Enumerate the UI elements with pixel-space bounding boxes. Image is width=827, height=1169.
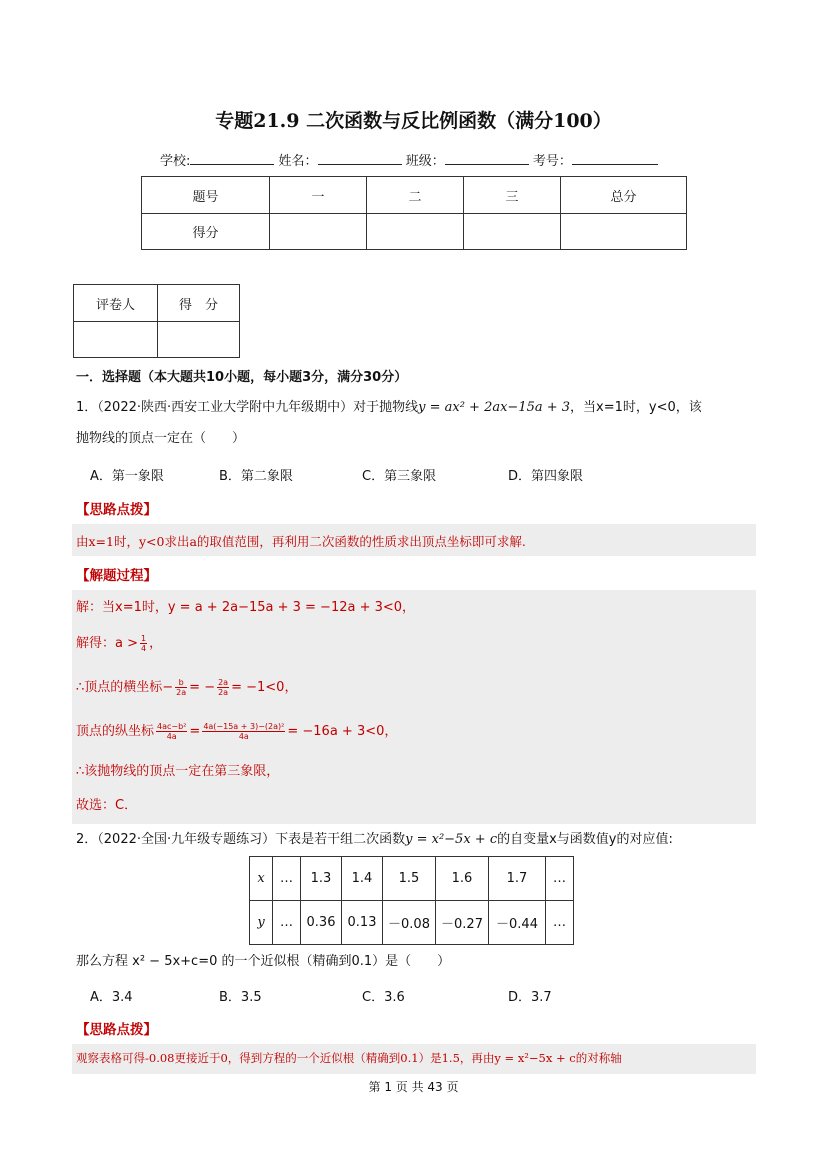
q1-option-b[interactable]: B．第二象限 xyxy=(219,469,293,484)
q2-table-cell: －0.44 xyxy=(489,901,546,945)
q1-option-c[interactable]: C．第三象限 xyxy=(362,469,437,484)
q2-option-d[interactable]: D．3.7 xyxy=(508,990,552,1005)
class-blank[interactable] xyxy=(445,152,529,165)
q2-option-a[interactable]: A．3.4 xyxy=(90,990,133,1005)
frac-num: 1 xyxy=(141,634,147,643)
q1-sol-line3 xyxy=(76,678,297,698)
q2-stem-line1 xyxy=(76,830,673,850)
q2-table-cell: … xyxy=(546,901,574,945)
q1-sol4-mid: = xyxy=(189,724,201,739)
q2-table-cell: x xyxy=(250,857,273,901)
q1-sol3-mid: = − xyxy=(189,680,216,695)
q2-table-cell: 1.5 xyxy=(383,857,436,901)
frac-den: 2a xyxy=(218,688,229,697)
grader-cell[interactable] xyxy=(74,322,158,358)
q1-sol-line2 xyxy=(76,634,162,654)
frac-num: 4a(−15a + 3)−(2a)² xyxy=(203,722,285,731)
q2-option-b[interactable]: B．3.5 xyxy=(219,990,262,1005)
name-blank[interactable] xyxy=(318,152,402,165)
school-label: 学校: xyxy=(160,154,191,169)
q2-stem-line2: 那么方程 x² − 5x+c=0 的一个近似根（精确到0.1）是（ ） xyxy=(76,954,451,969)
score-cell[interactable] xyxy=(561,214,687,250)
score-header-cell: 题号 xyxy=(142,177,270,214)
q1-equation: y = ax² + 2ax−15a + 3 xyxy=(418,400,571,415)
q2-table-cell: … xyxy=(546,857,574,901)
frac-num: 4ac−b² xyxy=(157,722,187,731)
score-cell[interactable] xyxy=(367,214,464,250)
q2-table-cell: … xyxy=(273,857,301,901)
number-blank[interactable] xyxy=(572,152,658,165)
frac-den: 4a xyxy=(166,732,177,741)
grader-score-label: 得 分 xyxy=(158,285,240,322)
frac-num: 2a xyxy=(218,678,229,687)
frac-num: b xyxy=(175,678,187,688)
q2-table-cell: －0.27 xyxy=(436,901,489,945)
q1-prefix: 1．（2022·陕西·西安工业大学附中九年级期中）对于抛物线 xyxy=(76,400,419,415)
section-heading: 一．选择题（本大题共10小题，每小题3分，满分30分） xyxy=(76,370,408,385)
q1-hint-tag: 【思路点拨】 xyxy=(76,502,157,518)
q1-sol-line6: 故选：C． xyxy=(76,798,138,813)
score-table xyxy=(141,176,687,250)
q2-table-cell: 0.36 xyxy=(301,901,342,945)
score-row-label: 得分 xyxy=(142,214,270,250)
q1-hint-text: 由x=1时，y<0求出a的取值范围，再利用二次函数的性质求出顶点坐标即可求解. xyxy=(76,534,526,549)
q1-stem-line1 xyxy=(76,398,702,418)
q2-value-table xyxy=(249,856,574,945)
q1-stem-line2: 抛物线的顶点一定在（ ） xyxy=(76,431,246,446)
q2-option-c[interactable]: C．3.6 xyxy=(362,990,405,1005)
q1-option-a[interactable]: A．第一象限 xyxy=(90,469,164,484)
q1-sol-line4 xyxy=(76,722,397,742)
score-header-cell: 二 xyxy=(367,177,464,214)
name-label: 姓名： xyxy=(278,154,318,169)
page-title: 专题21.9 二次函数与反比例函数（满分100） xyxy=(215,110,612,132)
school-blank[interactable] xyxy=(190,152,274,165)
q2-hint-tag: 【思路点拨】 xyxy=(76,1022,157,1038)
q2-hint-box xyxy=(72,1044,756,1074)
page-footer: 第 1 页 共 43 页 xyxy=(368,1080,459,1094)
score-cell[interactable] xyxy=(270,214,367,250)
q1-sol-line5: ∴该抛物线的顶点一定在第三象限， xyxy=(76,764,280,779)
q1-option-d[interactable]: D．第四象限 xyxy=(508,469,584,484)
q1-suffix: ，当x=1时，y<0，该 xyxy=(570,400,702,415)
q2-prefix: 2．（2022·全国·九年级专题练习）下表是若干组二次函数 xyxy=(76,832,406,847)
q2-table-cell: 0.13 xyxy=(342,901,383,945)
q2-hint-text: 观察表格可得-0.08更接近于0，得到方程的一个近似根（精确到0.1）是1.5，再由y = x²−5x + c的对称轴 xyxy=(76,1051,622,1065)
q1-sol4-fraction2 xyxy=(202,722,285,741)
score-header-cell: 三 xyxy=(464,177,561,214)
q1-solution-box xyxy=(72,590,756,824)
q2-table-cell: 1.7 xyxy=(489,857,546,901)
q1-sol3-prefix: ∴顶点的横坐标− xyxy=(76,680,174,695)
q1-options xyxy=(0,465,827,485)
q2-table-cell: －0.08 xyxy=(383,901,436,945)
q1-sol-line1: 解：当x=1时，y = a + 2a−15a + 3 = −12a + 3<0， xyxy=(76,600,416,615)
q1-sol3-fraction2 xyxy=(217,678,229,697)
q2-suffix: 的自变量x与函数值y的对应值: xyxy=(497,832,673,847)
frac-den: 2a xyxy=(176,688,187,697)
score-cell[interactable] xyxy=(464,214,561,250)
score-header-cell: 总分 xyxy=(561,177,687,214)
q1-sol3-fraction1 xyxy=(175,678,187,697)
q1-sol4-suffix: = −16a + 3<0， xyxy=(287,724,398,739)
q1-sol4-prefix: 顶点的纵坐标 xyxy=(76,724,155,739)
q2-table-cell: 1.4 xyxy=(342,857,383,901)
number-label: 考号： xyxy=(532,154,572,169)
q1-sol2-prefix: 解得：a > xyxy=(76,636,138,651)
score-header-cell: 一 xyxy=(270,177,367,214)
class-label: 班级： xyxy=(405,154,445,169)
q1-sol4-fraction1 xyxy=(156,722,187,741)
q1-sol2-fraction xyxy=(140,634,147,653)
q2-equation: y = x²−5x + c xyxy=(405,832,498,847)
q2-table-cell: y xyxy=(250,901,273,945)
grader-table xyxy=(73,284,240,358)
q2-table-cell: 1.3 xyxy=(301,857,342,901)
student-info-row xyxy=(160,150,658,169)
q2-table-cell: … xyxy=(273,901,301,945)
grader-label: 评卷人 xyxy=(74,285,158,322)
q1-solution-tag: 【解题过程】 xyxy=(76,568,157,584)
frac-den: 4a xyxy=(238,732,249,741)
q2-table-cell: 1.6 xyxy=(436,857,489,901)
frac-den: 4 xyxy=(141,644,147,653)
q1-hint-box xyxy=(72,524,756,556)
q1-sol3-suffix: = −1<0， xyxy=(231,680,298,695)
q2-options xyxy=(0,986,827,1006)
q1-sol2-suffix: ， xyxy=(149,636,163,651)
grader-score-cell[interactable] xyxy=(158,322,240,358)
